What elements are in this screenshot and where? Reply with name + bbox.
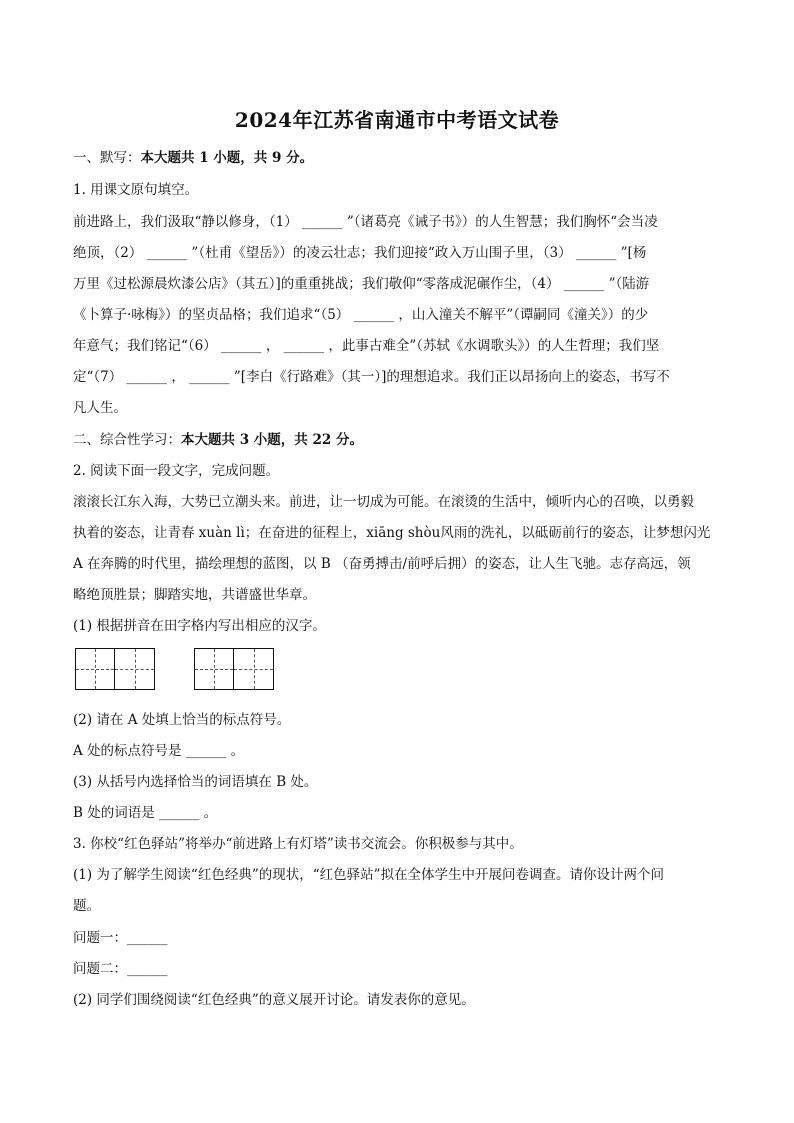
q1-line-7: 凡人生。: [73, 400, 127, 416]
section-2-label: 二、综合性学习：: [73, 432, 181, 448]
q3-sub2: (2) 同学们围绕阅读“红色经典”的意义展开讨论。请发表你的意见。: [73, 992, 475, 1008]
q2-sub2-answer: A 处的标点符号是 ______ 。: [73, 743, 245, 759]
q1-line-1: 前进路上，我们汲取“静以修身，（1） ______ ”（诸葛亮《诫子书》）的人生智慧；我们胸怀“会当凌: [73, 214, 658, 230]
tianzige-cell[interactable]: [234, 649, 273, 689]
q1-line-5: 年意气；我们铭记“（6） ______ ， ______ ，此事古难全”（苏轼《水调歌头》）的人生哲理；我们坚: [73, 338, 660, 354]
q3-question-1: 问题一：______: [73, 930, 168, 946]
tianzige-grid-2[interactable]: [194, 648, 274, 690]
tianzige-cell[interactable]: [195, 649, 234, 689]
tianzige-grid-1[interactable]: [75, 648, 155, 690]
q2-sub3: (3) 从括号内选择恰当的词语填在 B 处。: [73, 774, 318, 790]
q2-stem: 2. 阅读下面一段文字，完成问题。: [73, 463, 280, 479]
q2-passage-1: 滚滚长江东入海，大势已立潮头来。前进，让一切成为可能。在滚烫的生活中，倾听内心的召唤，以勇毅: [73, 494, 694, 510]
q2-passage-4: 略绝顶胜景；脚踏实地，共谱盛世华章。: [73, 587, 316, 603]
q3-sub1-line-1: (1) 为了解学生阅读“红色经典”的现状，“红色驿站”拟在全体学生中开展问卷调查。请你设计两个问: [73, 867, 665, 883]
q1-line-6: 定“（7） ______ ， ______ ”[李白《行路难》（其一）]的理想追求。我们正以昂扬向上的姿态，书写不: [73, 369, 670, 385]
q2-sub1: (1) 根据拼音在田字格内写出相应的汉字。: [73, 618, 326, 634]
q2-sub3-answer: B 处的词语是 ______ 。: [73, 805, 218, 821]
q1-line-3: 万里《过松源晨炊漆公店》（其五）]的重重挑战；我们敬仰“零落成泥碾作尘，（4） ______ ”（陆游: [73, 276, 650, 292]
q1-line-2: 绝顶，（2） ______ ”（杜甫《望岳》）的凌云壮志；我们迎接“政入万山围子里，（3） ______ ”[杨: [73, 245, 647, 261]
q2-passage-2: 执着的姿态，让青春 xuàn lì；在奋进的征程上，xiāng shòu风雨的洗礼，以砥砺前行的姿态，让梦想闪光: [73, 525, 711, 541]
section-1-desc: 本大题共 1 小题，共 9 分。: [140, 150, 314, 166]
q3-question-2: 问题二：______: [73, 961, 168, 977]
section-2-header: [73, 428, 723, 448]
section-1-label: 一、默写：: [73, 150, 141, 166]
q3-sub1-line-2: 题。: [73, 898, 100, 914]
section-1-header: [73, 146, 723, 166]
q1-stem: 1. 用课文原句填空。: [73, 182, 199, 198]
q2-passage-3: A 在奔腾的时代里，描绘理想的蓝图，以 B （奋勇搏击/前呼后拥）的姿态，让人生飞驰。志存高远，领: [73, 556, 691, 572]
tianzige-cell[interactable]: [76, 649, 115, 689]
section-2-desc: 本大题共 3 小题，共 22 分。: [181, 432, 363, 448]
page-title: 2024年江苏省南通市中考语文试卷: [234, 108, 560, 132]
q1-line-4: 《卜算子·咏梅》）的坚贞品格；我们追求“（5） ______ ，山入潼关不解平”（谭嗣同《潼关》）的少: [73, 307, 649, 323]
q2-sub2: (2) 请在 A 处填上恰当的标点符号。: [73, 712, 291, 728]
tianzige-cell[interactable]: [115, 649, 154, 689]
q3-stem: 3. 你校“红色驿站”将举办“前进路上有灯塔”读书交流会。你积极参与其中。: [73, 836, 523, 852]
